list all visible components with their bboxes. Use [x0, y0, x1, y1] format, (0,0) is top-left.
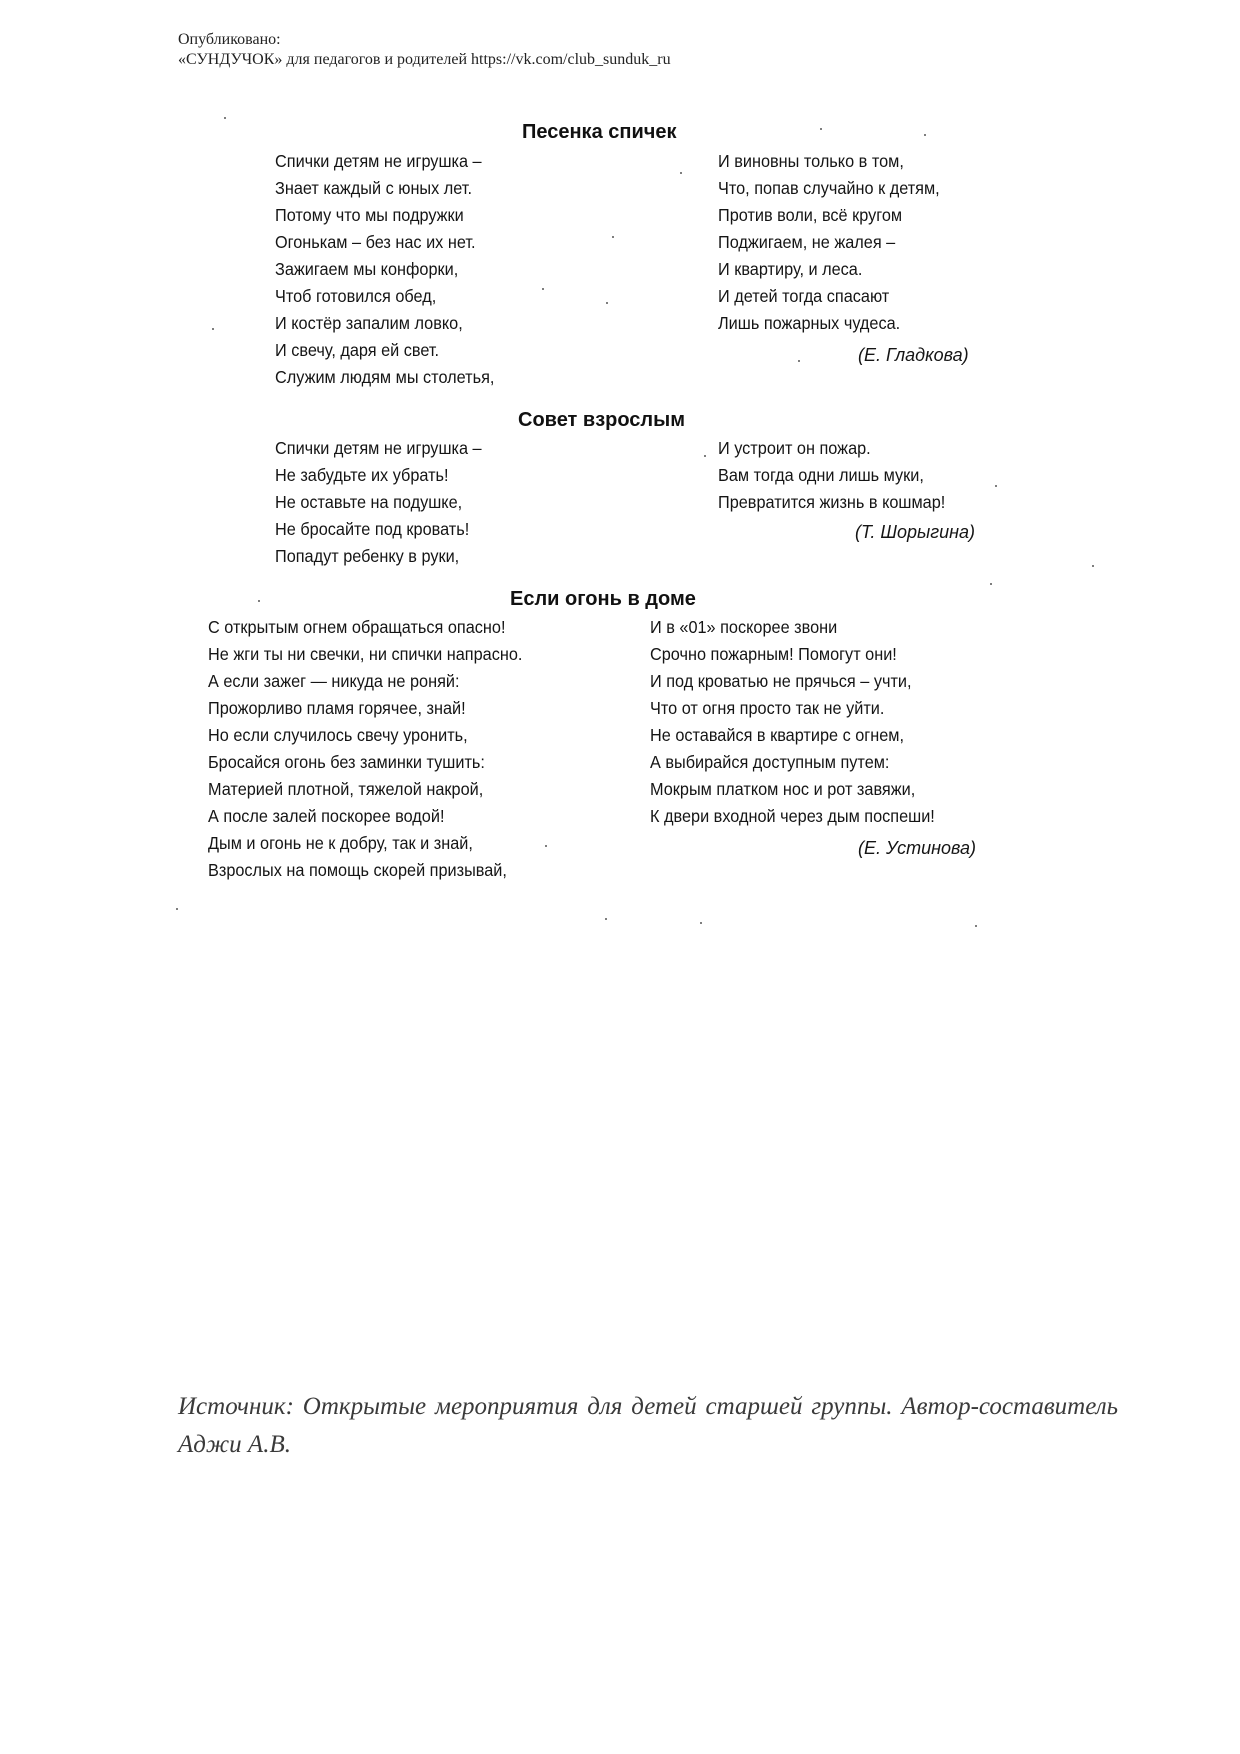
poem-line: Потому что мы подружки — [275, 205, 464, 225]
scan-speck — [545, 845, 547, 847]
poem-line: Против воли, всё кругом — [718, 205, 903, 225]
poem-left-column — [208, 614, 522, 884]
scan-speck — [924, 134, 926, 136]
poem-line: Не жги ты ни свечки, ни спички напрасно. — [208, 644, 523, 664]
poem-line: Что, попав случайно к детям, — [718, 178, 940, 198]
poem-line: Что от огня просто так не уйти. — [650, 698, 885, 718]
scan-speck — [680, 172, 682, 174]
scan-speck — [990, 583, 992, 585]
poem-line: А выбирайся доступным путем: — [650, 752, 890, 772]
poem-line: И свечу, даря ей свет. — [275, 340, 440, 360]
poem-line: Превратится жизнь в кошмар! — [718, 492, 946, 512]
poem-line: Не забудьте их убрать! — [275, 465, 449, 485]
poem-line: Не бросайте под кровать! — [275, 519, 470, 539]
scan-speck — [212, 328, 214, 330]
poem-line: И квартиру, и леса. — [718, 259, 863, 279]
published-note — [178, 30, 671, 70]
poem-line: Огонькам – без нас их нет. — [275, 232, 476, 252]
scan-speck — [975, 925, 977, 927]
source-citation: Источник: Открытые мероприятия для детей старшей группы. Автор-составитель Аджи А.В. — [178, 1393, 1118, 1458]
poem-line: И детей тогда спасают — [718, 286, 890, 306]
poem-title: Песенка спичек — [522, 121, 677, 143]
poem-line: Мокрым платком нос и рот завяжи, — [650, 779, 916, 799]
poem-title: Совет взрослым — [518, 409, 686, 431]
poem-line: Зажигаем мы конфорки, — [275, 259, 459, 279]
poem-line: Чтоб готовился обед, — [275, 286, 437, 306]
poem-line: И виновны только в том, — [718, 151, 904, 171]
poem-line: Поджигаем, не жалея – — [718, 232, 896, 252]
poem-line: И костёр запалим ловко, — [275, 313, 463, 333]
poem-line: С открытым огнем обращаться опасно! — [208, 617, 506, 637]
poem-line: Знает каждый с юных лет. — [275, 178, 472, 198]
scan-speck — [995, 485, 997, 487]
poem-left-column — [275, 435, 482, 570]
poem-line: А если зажег — никуда не роняй: — [208, 671, 460, 691]
poem-left-column — [275, 148, 494, 391]
scan-speck — [820, 128, 822, 130]
scan-speck — [606, 302, 608, 304]
poem-line: Спички детям не игрушка – — [275, 438, 482, 458]
scan-speck — [700, 922, 702, 924]
poem-line: А после залей поскорее водой! — [208, 806, 445, 826]
poem-title: Если огонь в доме — [510, 588, 696, 610]
poem-line: И под кроватью не прячься – учти, — [650, 671, 912, 691]
poem-line: И в «01» поскорее звони — [650, 617, 838, 637]
published-label: Опубликовано: — [178, 31, 281, 48]
poem-line: Прожорливо пламя горячее, знай! — [208, 698, 466, 718]
scan-speck — [542, 288, 544, 290]
poem-line: Попадут ребенку в руки, — [275, 546, 460, 566]
poem-line: И устроит он пожар. — [718, 438, 871, 458]
poem-author: (Е. Устинова) — [858, 838, 977, 858]
scan-speck — [612, 236, 614, 238]
scan-speck — [1092, 565, 1094, 567]
poem-line: Не оставьте на подушке, — [275, 492, 463, 512]
poem-line: Дым и огонь не к добру, так и знай, — [208, 833, 473, 853]
poem-line: Срочно пожарным! Помогут они! — [650, 644, 897, 664]
scan-speck — [704, 455, 706, 457]
poem-right-column — [718, 435, 945, 516]
scan-speck — [605, 918, 607, 920]
poem-line: Служим людям мы столетья, — [275, 367, 495, 387]
poem-right-column — [650, 614, 935, 830]
poem-author: (Е. Гладкова) — [858, 345, 969, 365]
poem-line: Взрослых на помощь скорей призывай, — [208, 860, 507, 880]
poem-right-column — [718, 148, 940, 337]
poem-line: Но если случилось свечу уронить, — [208, 725, 468, 745]
poem-line: Материей плотной, тяжелой накрой, — [208, 779, 484, 799]
poem-line: Спички детям не игрушка – — [275, 151, 482, 171]
scan-speck — [176, 908, 178, 910]
poem-line: К двери входной через дым поспеши! — [650, 806, 935, 826]
poem-line: Бросайся огонь без заминки тушить: — [208, 752, 485, 772]
scan-speck — [258, 600, 260, 602]
poem-line: Вам тогда одни лишь муки, — [718, 465, 924, 485]
scan-speck — [798, 360, 800, 362]
scan-speck — [224, 117, 226, 119]
poem-line: Лишь пожарных чудеса. — [718, 313, 901, 333]
published-source: «СУНДУЧОК» для педагогов и родителей https://vk.com/club_sunduk_ru — [178, 51, 671, 68]
poem-author: (Т. Шорыгина) — [855, 522, 976, 542]
poem-line: Не оставайся в квартире с огнем, — [650, 725, 904, 745]
